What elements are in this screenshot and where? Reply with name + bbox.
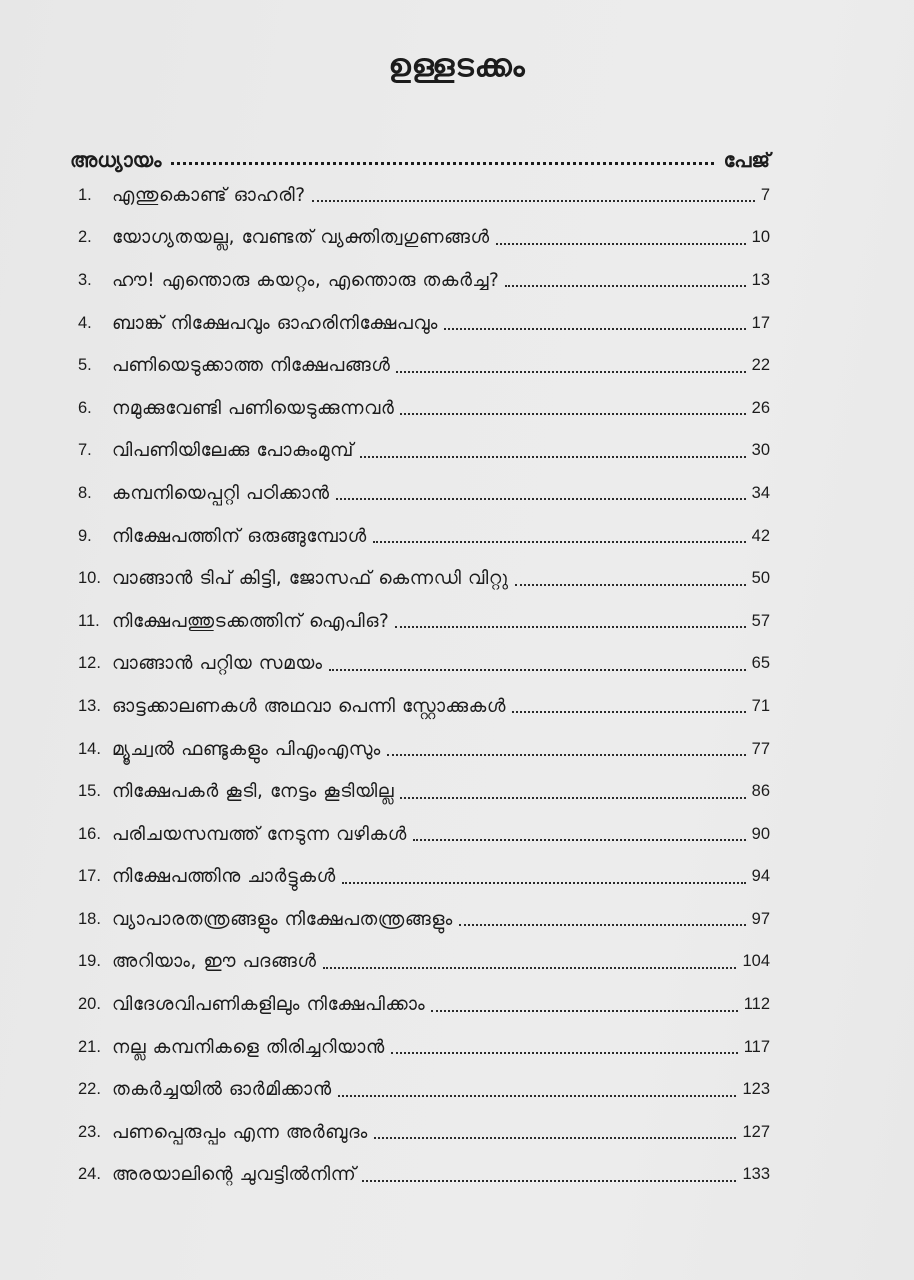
toc-entry	[78, 856, 770, 899]
toc-entry	[78, 941, 770, 984]
page-number: 104	[742, 952, 770, 971]
leader-dots	[391, 1040, 738, 1054]
toc-entry	[78, 600, 770, 643]
page-number: 22	[751, 356, 770, 375]
chapter-number: 11.	[78, 611, 100, 630]
chapter-number: 12.	[78, 654, 101, 673]
toc-entry	[78, 259, 770, 302]
chapter-title: നിക്ഷേപത്തിനു ചാർട്ടുകൾ	[112, 866, 336, 888]
chapter-number: 22.	[78, 1080, 101, 1099]
chapter-title: യോഗ്യതയല്ല, വേണ്ടത് വ്യക്തിത്വഗുണങ്ങൾ	[112, 227, 490, 249]
toc-entry	[78, 728, 770, 771]
toc-entry	[78, 770, 770, 813]
chapter-title: പണിയെടുക്കാത്ത നിക്ഷേപങ്ങൾ	[112, 355, 391, 377]
page-number: 50	[751, 569, 770, 588]
leader-dots	[431, 998, 737, 1012]
toc-entry	[78, 387, 770, 430]
leader-dots	[323, 955, 737, 969]
leader-dots	[496, 231, 746, 245]
chapter-title: നിക്ഷേപകർ കൂടി, നേട്ടം കൂടിയില്ല	[112, 781, 395, 803]
chapter-column-label: അധ്യായം	[70, 148, 162, 172]
chapter-title: വ്യാപാരതന്ത്രങ്ങളും നിക്ഷേപതന്ത്രങ്ങളും	[112, 908, 453, 930]
leader-dots	[400, 785, 745, 799]
chapter-number: 8.	[78, 483, 92, 502]
page-column-label: പേജ്	[723, 148, 770, 172]
page-number: 13	[751, 270, 770, 289]
page-number: 34	[751, 483, 770, 502]
chapter-number: 14.	[78, 739, 101, 758]
chapter-title: തകർച്ചയിൽ ഓർമിക്കാൻ	[112, 1079, 332, 1101]
page-title: ഉള്ളടക്കം	[388, 48, 526, 84]
toc-entry	[78, 1154, 770, 1197]
toc-entry	[78, 344, 770, 387]
toc-entry	[78, 302, 770, 345]
leader-dots	[329, 657, 746, 671]
toc-entry	[78, 472, 770, 515]
chapter-title: വാങ്ങാൻ പറ്റിയ സമയം	[112, 653, 323, 675]
toc-entry	[78, 174, 770, 217]
chapter-title: നിക്ഷേപത്തിന് ഒരുങ്ങുമ്പോൾ	[112, 525, 367, 547]
leader-dots	[336, 486, 746, 500]
page-number: 65	[751, 654, 770, 673]
leader-dots	[338, 1083, 737, 1097]
page-number: 123	[742, 1080, 770, 1099]
leader-dots	[459, 912, 746, 926]
chapter-title: ഓട്ടക്കാലണകൾ അഥവാ പെന്നി സ്റ്റോക്കുകൾ	[112, 695, 507, 717]
toc-entry	[78, 1026, 770, 1069]
chapter-number: 4.	[78, 313, 92, 332]
toc-entry	[78, 1068, 770, 1111]
toc-entry	[78, 643, 770, 686]
page-number: 17	[751, 313, 770, 332]
leader-dots	[312, 188, 755, 202]
leader-dots	[444, 316, 746, 330]
page-number: 30	[751, 441, 770, 460]
page-number: 71	[751, 696, 770, 715]
chapter-number: 16.	[78, 824, 101, 843]
page-number: 57	[751, 611, 770, 630]
page-number: 77	[751, 739, 770, 758]
page-number: 117	[743, 1037, 770, 1056]
chapter-title: ഹൗ! എന്തൊരു കയറ്റം, എന്തൊരു തകർച്ച?	[112, 269, 500, 291]
chapter-title: നല്ല കമ്പനികളെ തിരിച്ചറിയാൻ	[112, 1036, 385, 1058]
leader-dots	[413, 827, 746, 841]
leader-dots	[505, 273, 745, 287]
chapter-number: 10.	[78, 569, 101, 588]
chapter-title: മ്യൂച്വൽ ഫണ്ടുകളും പിഎംഎസും	[112, 738, 381, 760]
page-number: 90	[751, 824, 770, 843]
chapter-number: 5.	[78, 356, 92, 375]
toc-entry	[78, 983, 770, 1026]
chapter-title: എന്തുകൊണ്ട് ഓഹരി?	[112, 184, 306, 206]
leader-dots	[512, 699, 746, 713]
toc-entry	[78, 515, 770, 558]
page-number: 112	[743, 995, 770, 1014]
chapter-number: 9.	[78, 526, 92, 545]
toc-entry	[78, 898, 770, 941]
chapter-number: 18.	[78, 909, 101, 928]
toc-entry	[78, 685, 770, 728]
leader-dots	[396, 359, 745, 373]
page-number: 94	[751, 867, 770, 886]
table-of-contents	[78, 174, 770, 1196]
leader-dots	[362, 1168, 736, 1182]
leader-dots	[360, 444, 746, 458]
chapter-number: 23.	[78, 1122, 101, 1141]
chapter-number: 6.	[78, 398, 92, 417]
page-number: 127	[742, 1122, 770, 1141]
chapter-number: 15.	[78, 782, 101, 801]
page-number: 133	[742, 1165, 770, 1184]
chapter-number: 7.	[78, 441, 92, 460]
leader-dots	[395, 614, 745, 628]
toc-entry	[78, 217, 770, 260]
page-number: 97	[751, 909, 770, 928]
page-number: 10	[751, 228, 770, 247]
chapter-number: 13.	[78, 696, 101, 715]
toc-entry	[78, 557, 770, 600]
leader-dots	[515, 572, 746, 586]
chapter-title: അറിയാം, ഈ പദങ്ങൾ	[112, 951, 317, 973]
toc-header	[70, 138, 770, 172]
header-leader-dots	[171, 162, 713, 165]
toc-entry	[78, 813, 770, 856]
chapter-number: 20.	[78, 995, 101, 1014]
toc-entry	[78, 1111, 770, 1154]
leader-dots	[342, 870, 746, 884]
leader-dots	[387, 742, 746, 756]
chapter-number: 21.	[78, 1037, 101, 1056]
chapter-title: വിദേശവിപണികളിലും നിക്ഷേപിക്കാം	[112, 994, 426, 1016]
chapter-title: പരിചയസമ്പത്ത് നേടുന്ന വഴികൾ	[112, 823, 407, 845]
chapter-number: 2.	[78, 228, 92, 247]
chapter-number: 3.	[78, 270, 92, 289]
chapter-number: 19.	[78, 952, 101, 971]
chapter-title: വാങ്ങാൻ ടിപ് കിട്ടി, ജോസഫ് കെന്നഡി വിറ്റു	[112, 568, 509, 590]
chapter-title: പണപ്പെരുപ്പം എന്ന അർബുദം	[112, 1121, 368, 1143]
chapter-title: നിക്ഷേപത്തുടക്കത്തിന് ഐപിഒ?	[112, 610, 390, 632]
chapter-title: വിപണിയിലേക്കു പോകുംമുമ്പ്	[112, 440, 354, 462]
leader-dots	[373, 529, 746, 543]
chapter-title: ബാങ്ക് നിക്ഷേപവും ഓഹരിനിക്ഷേപവും	[112, 312, 438, 334]
chapter-number: 24.	[78, 1165, 101, 1184]
page-number: 26	[751, 398, 770, 417]
chapter-number: 1.	[78, 185, 92, 204]
page-number: 7	[760, 185, 770, 204]
toc-entry	[78, 430, 770, 473]
page-number: 42	[751, 526, 770, 545]
page-number: 86	[751, 782, 770, 801]
chapter-title: നമുക്കുവേണ്ടി പണിയെടുക്കുന്നവർ	[112, 397, 395, 419]
leader-dots	[374, 1125, 737, 1139]
chapter-number: 17.	[78, 867, 101, 886]
chapter-title: അരയാലിന്റെ ചുവട്ടിൽനിന്ന്	[112, 1164, 357, 1186]
leader-dots	[400, 401, 745, 415]
chapter-title: കമ്പനിയെപ്പറ്റി പഠിക്കാൻ	[112, 482, 330, 504]
